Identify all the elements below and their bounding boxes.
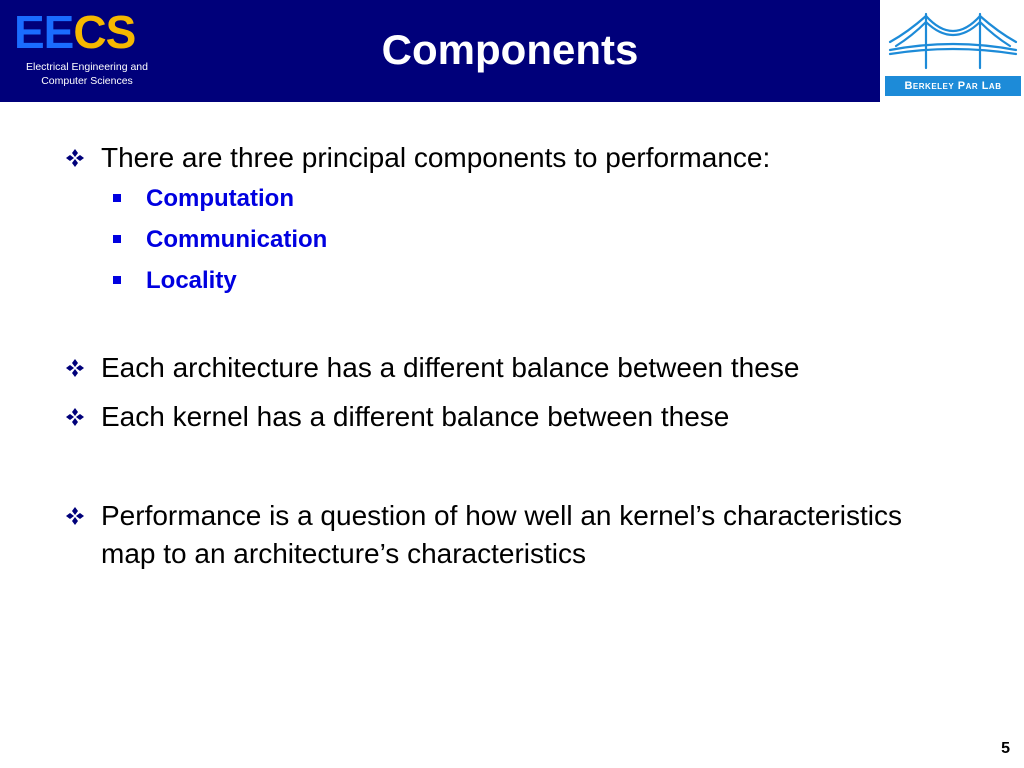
sub-bullet-text: Computation <box>146 185 294 212</box>
diamond-quad-icon <box>66 507 84 525</box>
bullet-text: Each architecture has a different balance between these <box>101 352 800 383</box>
square-icon <box>113 235 121 243</box>
eecs-subtitle-line1: Electrical Engineering and <box>26 61 148 73</box>
eecs-wordmark <box>14 8 135 56</box>
bullet-text: Each kernel has a different balance between these <box>101 401 730 432</box>
par-lab-logo <box>878 0 1024 102</box>
bullet-text: Performance is a question of how well an kernel’s characteristics map to an architecture’s characteristics <box>101 500 902 569</box>
eecs-logo <box>8 4 166 94</box>
bridge-icon <box>888 8 1018 72</box>
eecs-cs: CS <box>73 6 136 58</box>
page-number: 5 <box>1001 740 1010 757</box>
diamond-quad-icon <box>66 359 84 377</box>
eecs-subtitle <box>8 60 166 88</box>
par-lab-label: Berkeley Par Lab <box>885 76 1021 96</box>
slide-title: Components <box>381 26 639 73</box>
sub-bullet-text: Communication <box>146 226 328 253</box>
eecs-ee: EE <box>14 6 74 58</box>
square-icon <box>113 276 121 284</box>
sub-bullet-text: Locality <box>146 267 237 294</box>
header-bar <box>0 0 1024 102</box>
bullet-text: There are three principal components to performance: <box>101 142 771 173</box>
square-icon <box>113 194 121 202</box>
eecs-subtitle-line2: Computer Sciences <box>41 75 133 87</box>
diamond-quad-icon <box>66 149 84 167</box>
diamond-quad-icon <box>66 408 84 426</box>
slide-content <box>0 102 1024 768</box>
